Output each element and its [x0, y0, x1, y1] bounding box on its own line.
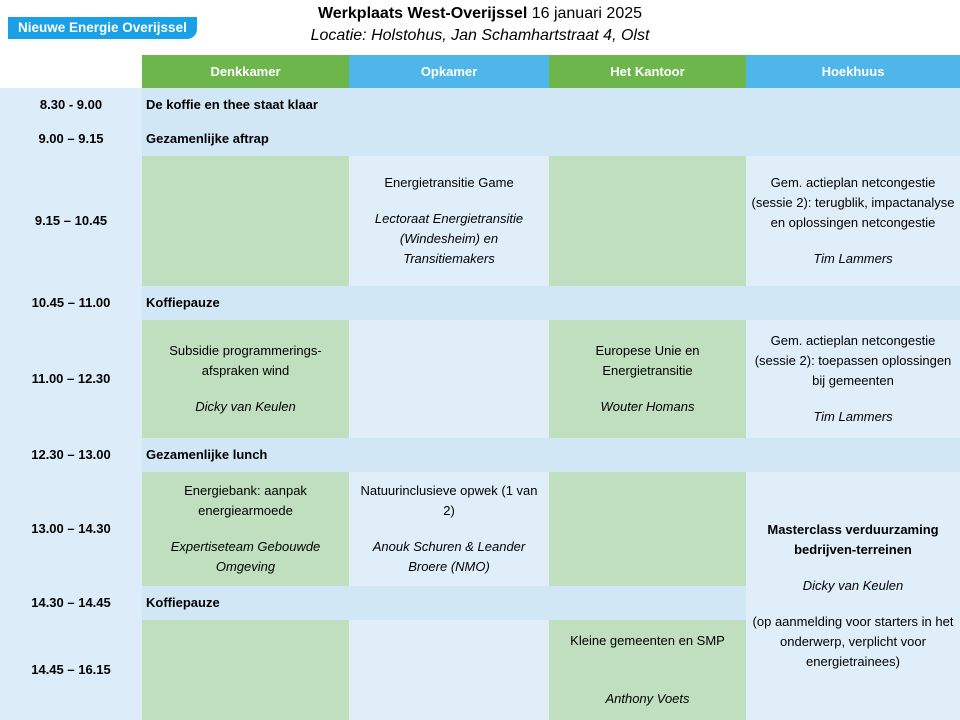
time-slot: 9.00 – 9.15 — [0, 122, 142, 156]
brand-logo: Nieuwe Energie Overijssel — [8, 17, 197, 39]
time-slot: 13.00 – 14.30 — [0, 472, 142, 586]
page-title: Werkplaats West-Overijssel 16 januari 2025 — [317, 5, 643, 22]
session-europese-unie: Europese Unie en Energietransitie Wouter Homans — [549, 320, 746, 438]
room-header-opkamer: Opkamer — [349, 55, 549, 88]
session-kleine-gemeenten: Kleine gemeenten en SMP Anthony Voets — [549, 620, 746, 720]
session-natuurinclusieve-opwek: Natuurinclusieve opwek (1 van 2) Anouk Schuren & Leander Broere (NMO) — [349, 472, 549, 586]
session-netcongestie-2: Gem. actieplan netcongestie (sessie 2): toepassen oplossingen bij gemeenten Tim Lammers — [746, 320, 960, 438]
plenary-coffee: De koffie en thee staat klaar — [142, 88, 960, 122]
session-empty — [349, 320, 549, 438]
session-empty — [549, 472, 746, 586]
time-slot: 14.30 – 14.45 — [0, 586, 142, 620]
session-energietransitie-game: Energietransitie Game Lectoraat Energietransitie (Windesheim) en Transitiemakers — [349, 156, 549, 286]
session-empty — [549, 156, 746, 286]
session-netcongestie-1: Gem. actieplan netcongestie (sessie 2): terugblik, impactanalyse en oplossingen netcongestie Tim Lammers — [746, 156, 960, 286]
session-energiebank: Energiebank: aanpak energiearmoede Expertiseteam Gebouwde Omgeving — [142, 472, 349, 586]
session-empty — [349, 620, 549, 720]
time-slot: 8.30 - 9.00 — [0, 88, 142, 122]
time-slot: 11.00 – 12.30 — [0, 320, 142, 438]
session-masterclass: Masterclass verduurzaming bedrijven-terreinen Dicky van Keulen (op aanmelding voor starters in het onderwerp, verplicht voor energietrainees) — [746, 472, 960, 720]
plenary-break-1: Koffiepauze — [142, 286, 960, 320]
room-header-denkkamer: Denkkamer — [142, 55, 349, 88]
session-empty — [142, 156, 349, 286]
plenary-lunch: Gezamenlijke lunch — [142, 438, 960, 472]
room-header-kantoor: Het Kantoor — [549, 55, 746, 88]
plenary-break-2: Koffiepauze — [142, 586, 746, 620]
plenary-kickoff: Gezamenlijke aftrap — [142, 122, 960, 156]
time-slot: 9.15 – 10.45 — [0, 156, 142, 286]
time-slot: 14.45 – 16.15 — [0, 620, 142, 720]
session-empty — [142, 620, 349, 720]
session-subsidie-wind: Subsidie programmerings-afspraken wind Dicky van Keulen — [142, 320, 349, 438]
time-slot: 12.30 – 13.00 — [0, 438, 142, 472]
room-header-hoekhuus: Hoekhuus — [746, 55, 960, 88]
location-subtitle: Locatie: Holstohus, Jan Schamhartstraat 4, Olst — [310, 27, 650, 44]
time-slot: 10.45 – 11.00 — [0, 286, 142, 320]
